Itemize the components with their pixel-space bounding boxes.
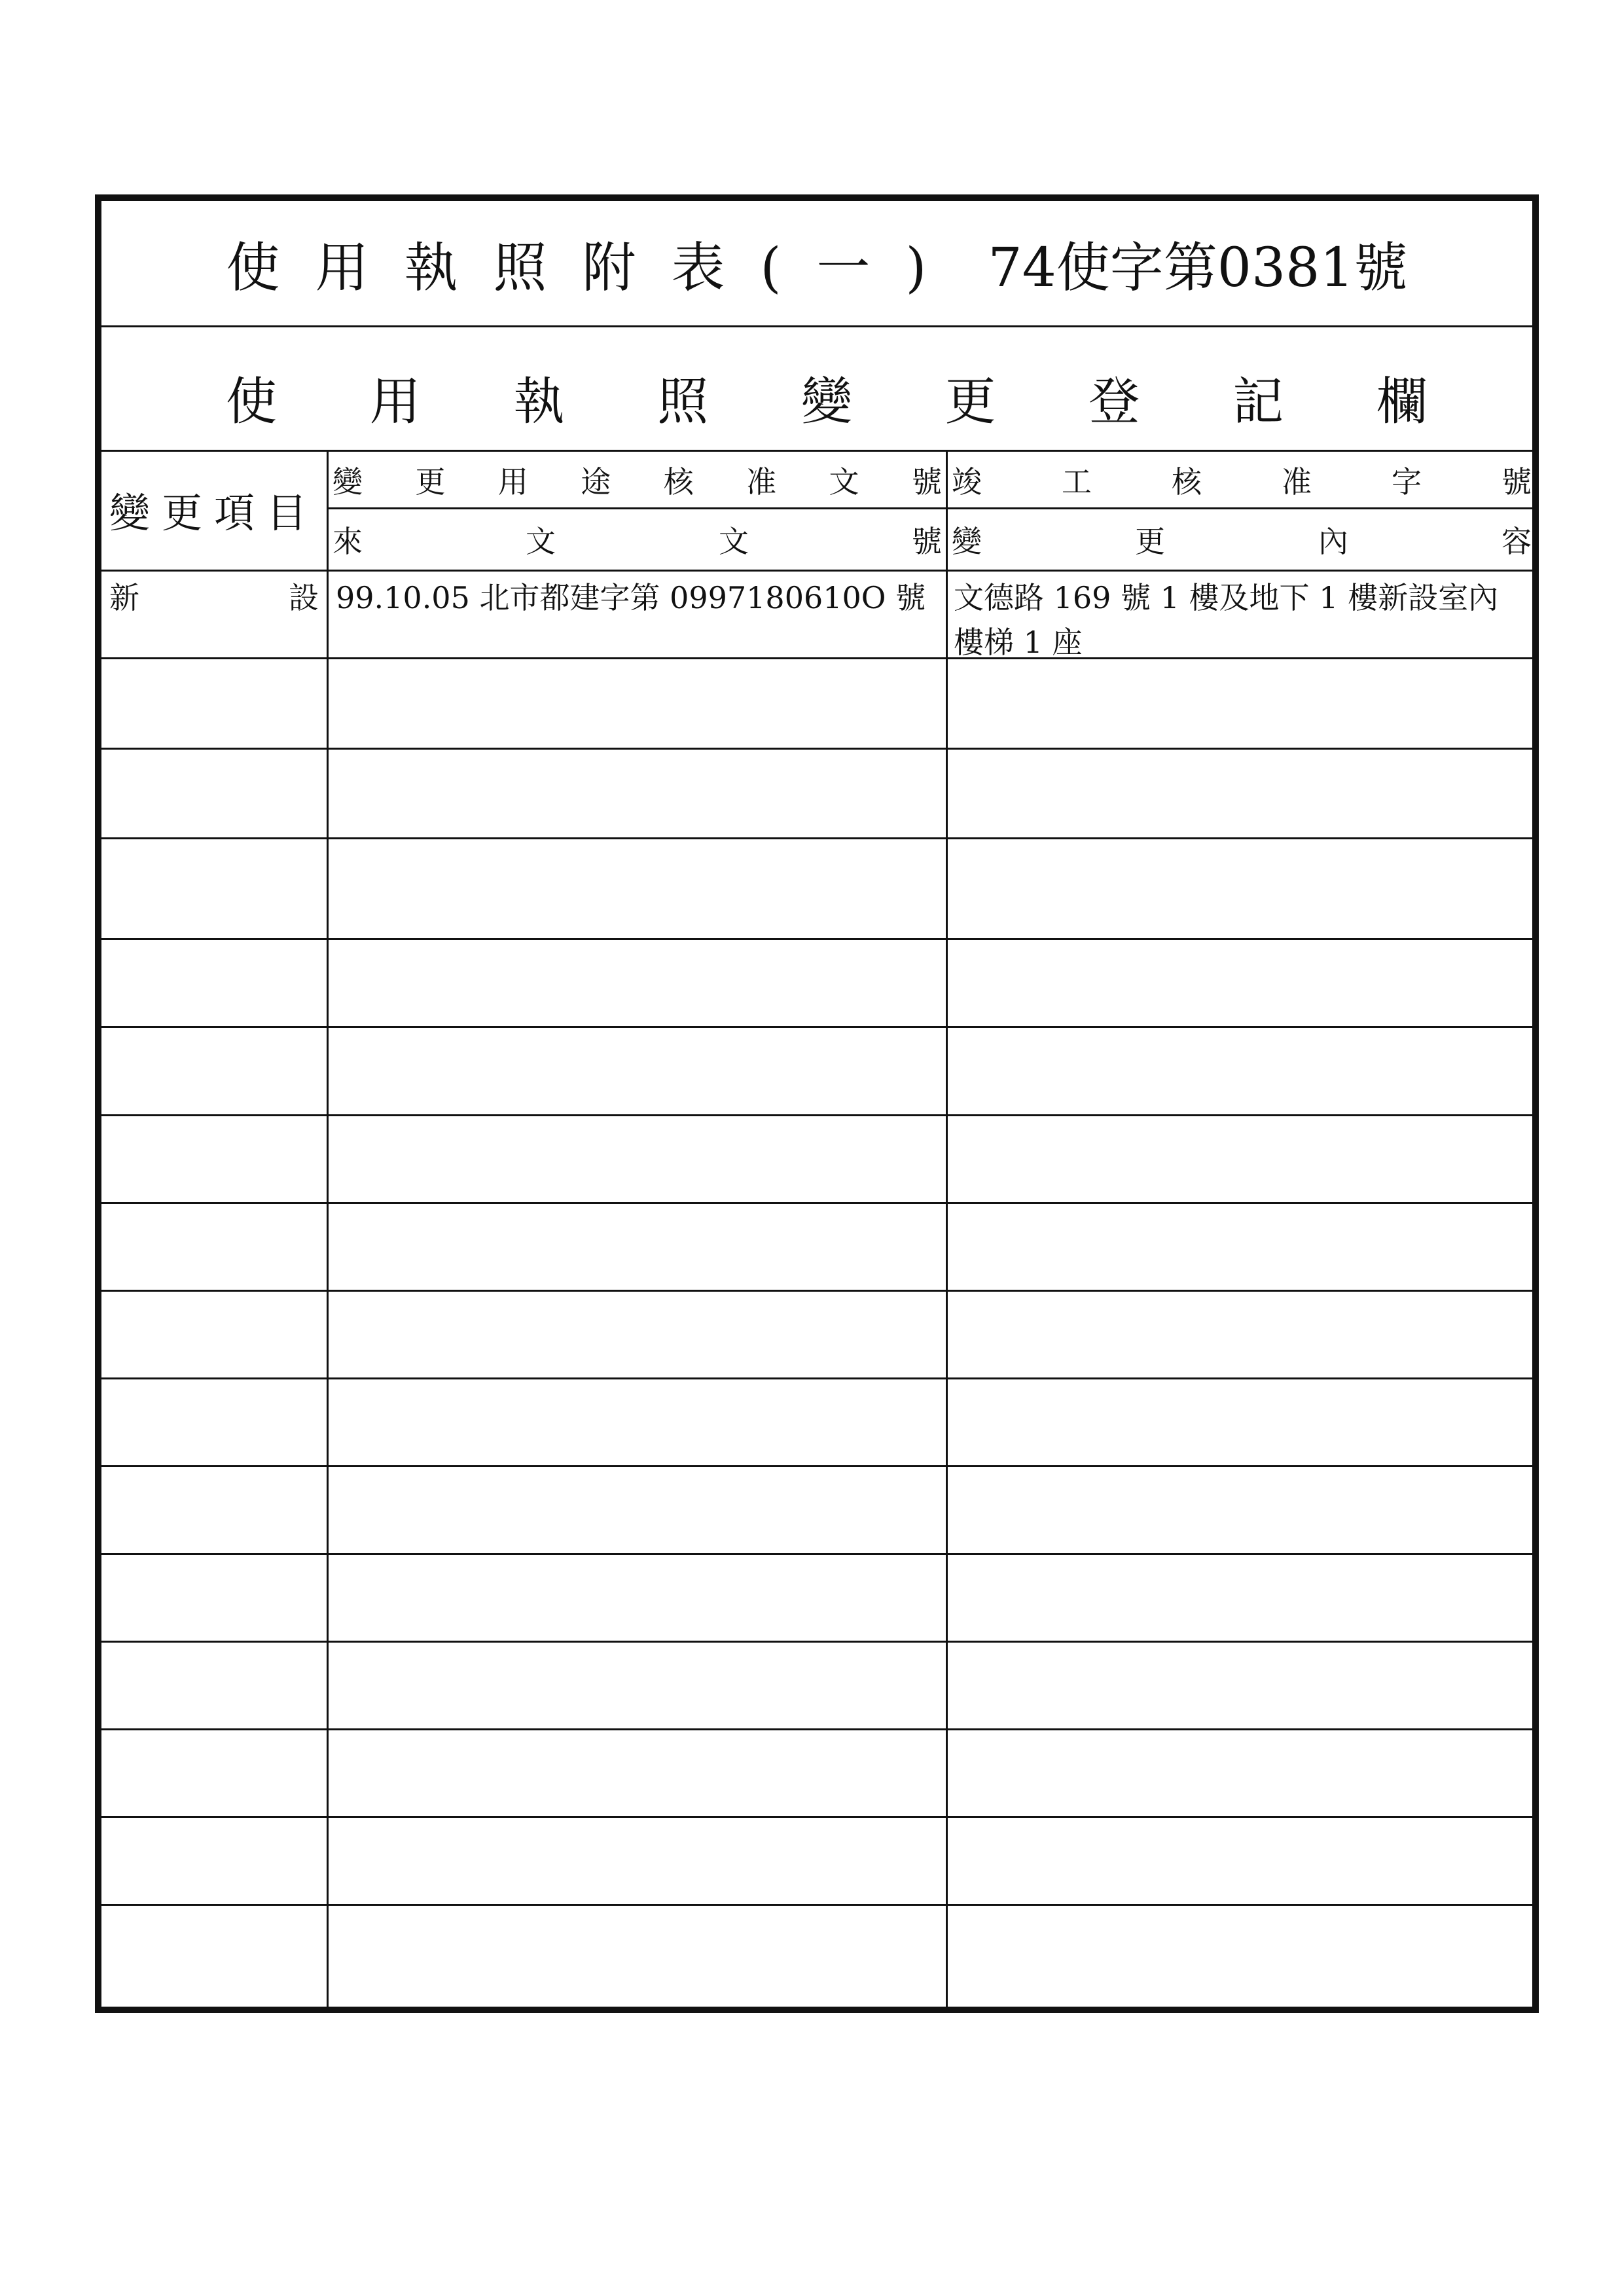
header-char: 工 (1062, 464, 1092, 500)
row-1-content-line: 文德路 169 號 1 樓及地下 1 樓新設室內 (954, 580, 1499, 615)
row-line (101, 1728, 1532, 1730)
subtitle-char: 使 (226, 373, 278, 431)
header-char: 文 (526, 524, 556, 559)
header-change-content (948, 510, 1536, 569)
header-char: 竣 (952, 464, 982, 500)
header-char: 文 (829, 464, 859, 500)
header-char: 更 (1135, 524, 1165, 559)
header-char: 用 (497, 464, 528, 500)
header-completion-approval (948, 452, 1536, 507)
row-line (101, 1816, 1532, 1818)
row-1-doc-number: 99.10.05 北市都建字第 0997180610O 號 (336, 580, 926, 615)
subtitle-char: 執 (513, 373, 565, 431)
form-title (101, 227, 1532, 299)
header-char: 准 (1282, 464, 1312, 500)
subtitle-char: 變 (800, 373, 852, 431)
header-char: 文 (719, 524, 749, 559)
subtitle-char: 更 (944, 373, 996, 431)
row-line (101, 1465, 1532, 1467)
header-char: 准 (746, 464, 777, 500)
subtitle-char: 記 (1232, 373, 1284, 431)
divider-title (101, 325, 1532, 327)
header-char: 號 (1501, 464, 1532, 500)
row-line (101, 1202, 1532, 1204)
row-line (101, 1553, 1532, 1555)
row-1-change-item (101, 575, 327, 620)
row-1-item-char: 設 (289, 580, 319, 615)
header-char: 途 (581, 464, 611, 500)
header-change-item: 變更項目 (109, 489, 319, 537)
header-incoming-doc (329, 510, 946, 569)
row-line (101, 938, 1532, 940)
header-char: 核 (1172, 464, 1202, 500)
row-1-change-content (950, 575, 1536, 665)
header-char: 號 (911, 464, 942, 500)
row-line (101, 1641, 1532, 1643)
header-char: 內 (1318, 524, 1348, 559)
header-approval-doc (329, 452, 946, 507)
form-subtitle (101, 358, 1532, 437)
row-line (101, 1114, 1532, 1116)
row-line (101, 748, 1532, 750)
row-line (101, 1290, 1532, 1292)
header-split-line (329, 507, 1532, 509)
header-char: 變 (333, 464, 363, 500)
subtitle-char: 登 (1088, 373, 1140, 431)
row-1-content-line: 樓梯 1 座 (954, 625, 1083, 660)
header-char: 來 (333, 524, 363, 559)
header-char: 號 (912, 524, 942, 559)
header-char: 核 (663, 464, 694, 500)
row-line (101, 1904, 1532, 1906)
header-char: 字 (1392, 464, 1422, 500)
row-line (101, 837, 1532, 839)
row-line (101, 570, 1532, 572)
subtitle-char: 欄 (1376, 373, 1428, 431)
license-number: 74使字第0381號 (988, 236, 1408, 299)
header-char: 更 (415, 464, 446, 500)
header-char: 變 (952, 524, 982, 559)
column-divider-1 (327, 450, 329, 2007)
subtitle-char: 照 (657, 373, 709, 431)
row-line (101, 1377, 1532, 1379)
column-divider-2 (946, 450, 948, 2007)
form-title-main: 使用執照附表(一) (226, 236, 962, 299)
subtitle-char: 用 (369, 373, 421, 431)
row-1-item-char: 新 (109, 580, 139, 615)
registration-form-table (95, 194, 1539, 2013)
header-char: 容 (1501, 524, 1532, 559)
row-line (101, 1026, 1532, 1028)
